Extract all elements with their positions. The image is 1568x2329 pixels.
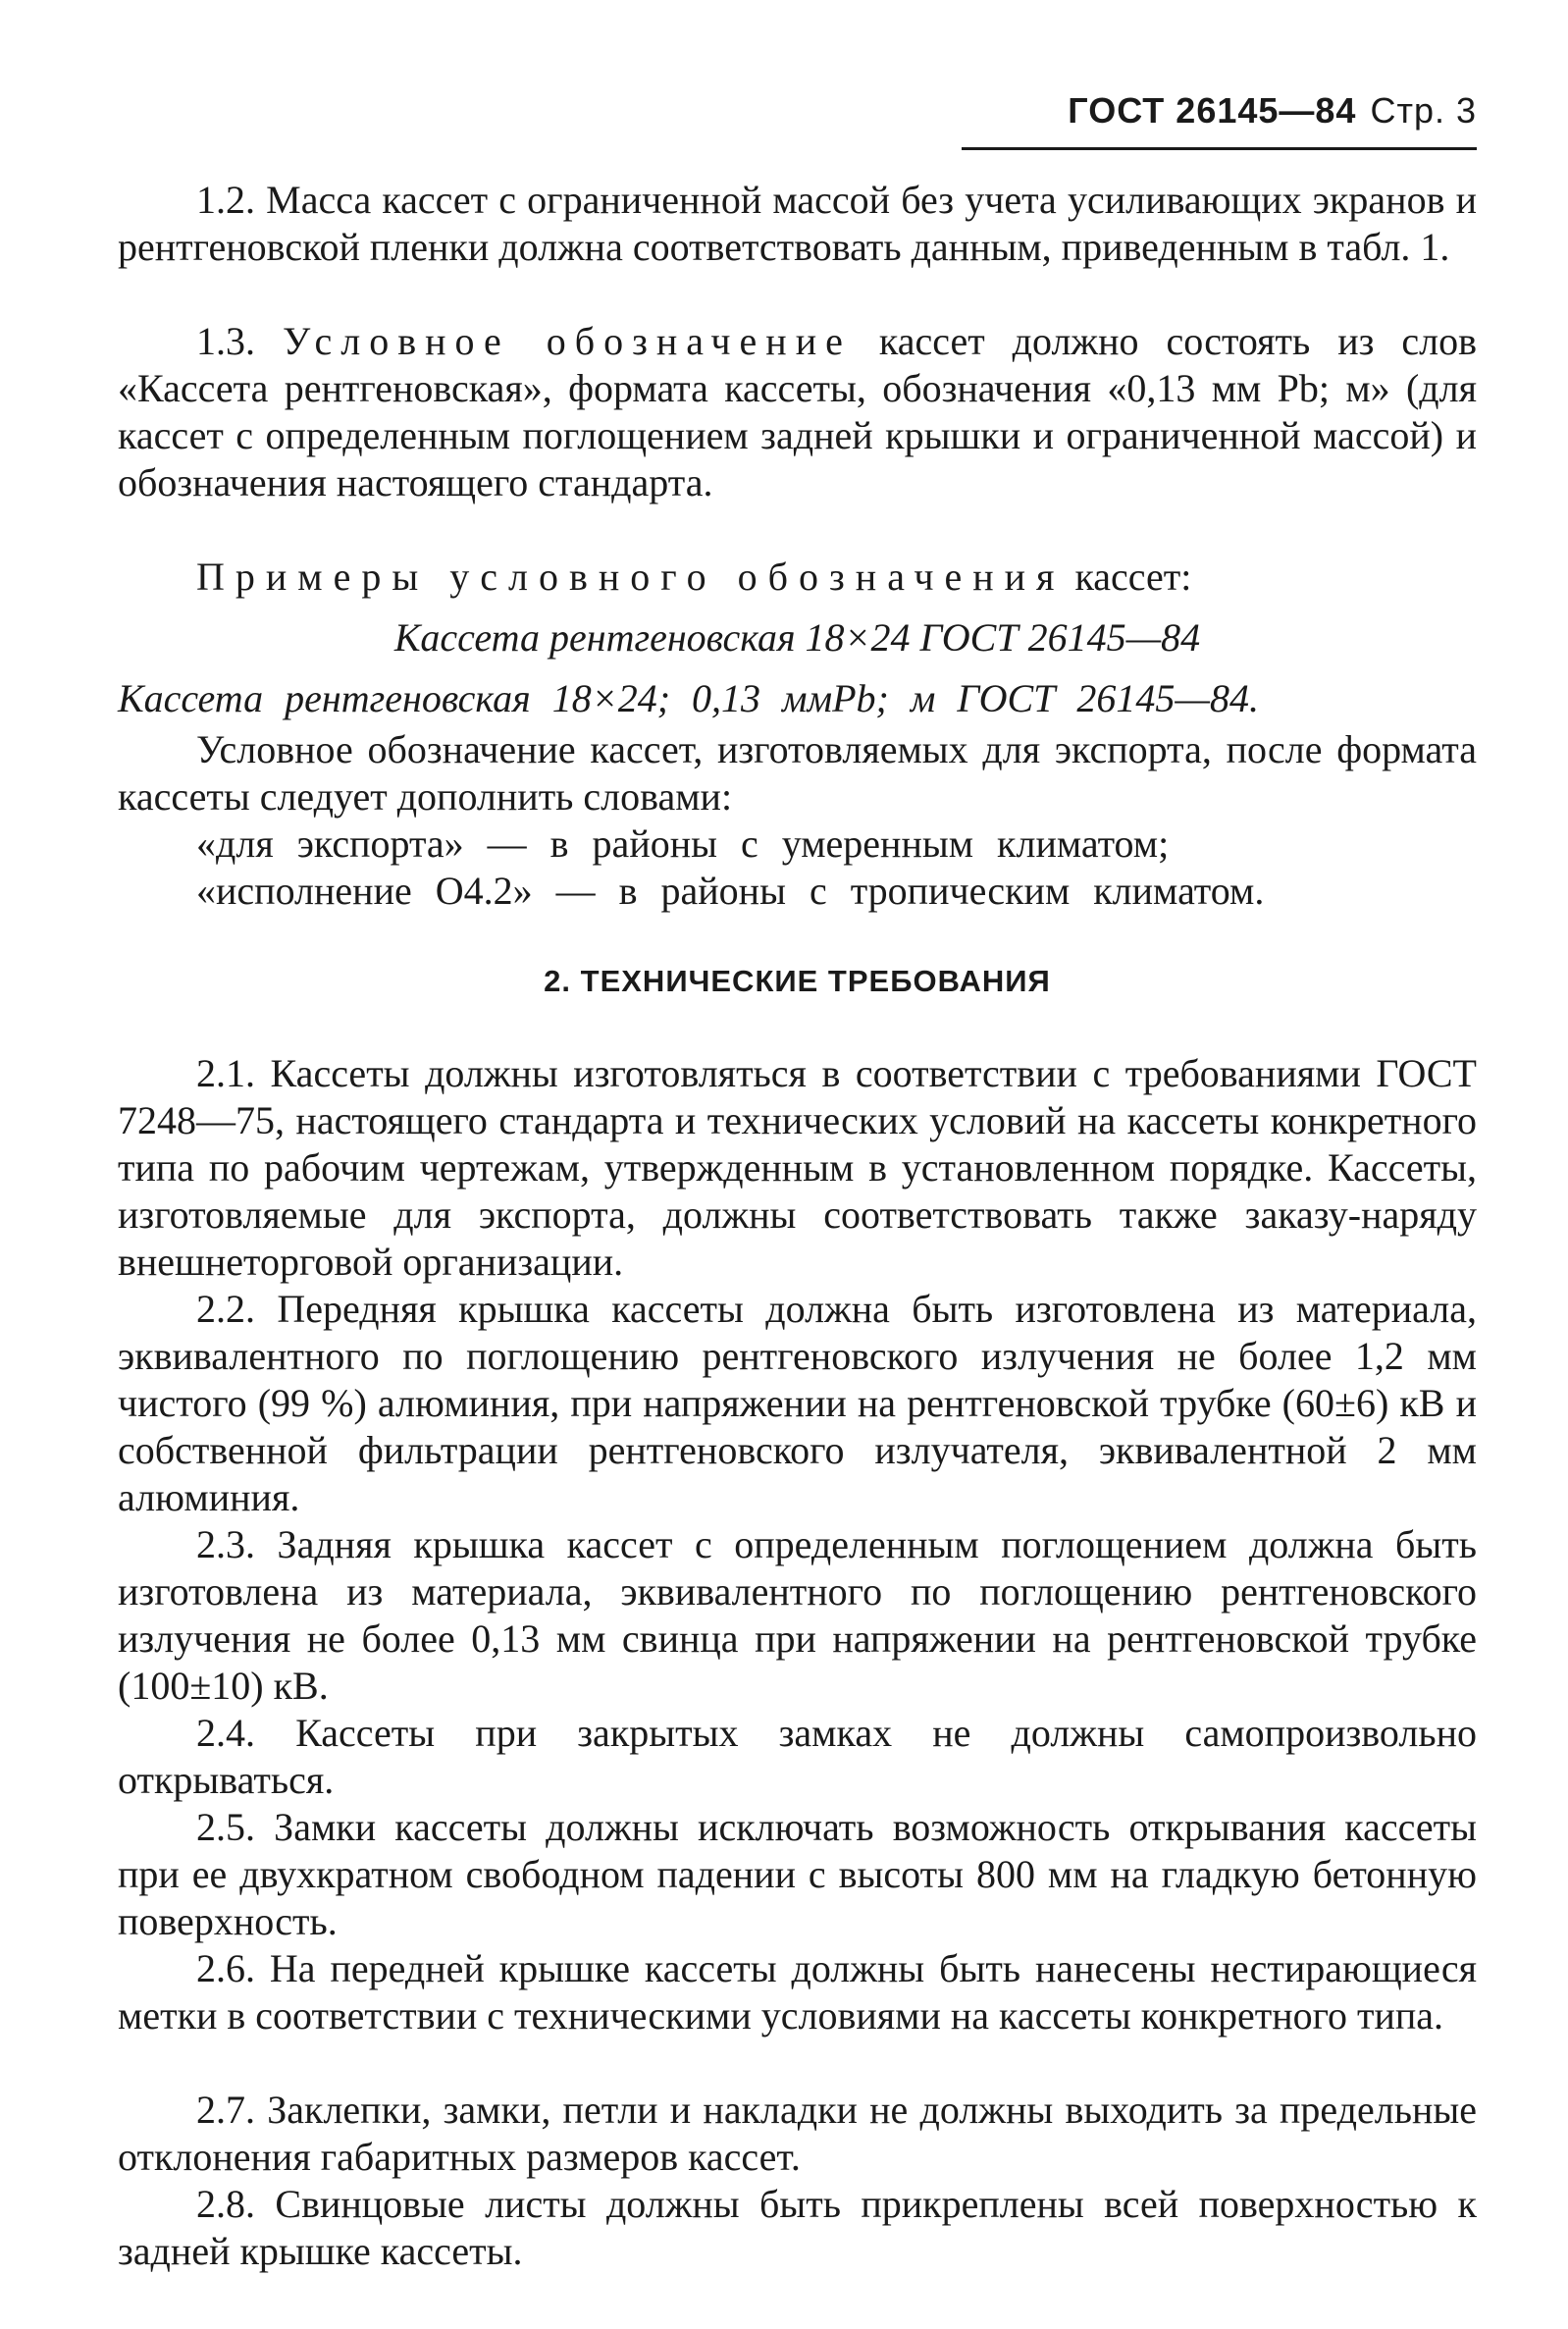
page-number: Стр. 3 — [1370, 90, 1477, 131]
paragraph-2-1: 2.1. Кассеты должны изготовляться в соответствии с требованиями ГОСТ 7248—75, настоящего стандарта и технических условий на кассеты конкретного типа по рабочим чертежам, утвержденным в установленном порядке. Кассеты, изготовляемые для экспорта, должны соответствовать также заказу-наряду внешнеторговой организации. — [118, 1051, 1477, 1284]
paragraph-2-8: 2.8. Свинцовые листы должны быть прикреплены всей поверхностью к задней крышке кассеты. — [118, 2182, 1477, 2273]
paragraph-2-7: 2.7. Заклепки, замки, петли и накладки не должны выходить за предельные отклонения габаритных размеров кассет. — [118, 2088, 1477, 2179]
standard-code: ГОСТ 26145—84 — [1068, 90, 1357, 131]
section-title-technical-requirements: 2. ТЕХНИЧЕСКИЕ ТРЕБОВАНИЯ — [544, 964, 1051, 998]
example-designation-1: Кассета рентгеновская 18×24 ГОСТ 26145—84 — [393, 615, 1201, 660]
examples-label: Примеры условного обозначения — [196, 555, 1066, 599]
document-page — [118, 0, 1477, 2329]
paragraph-2-2: 2.2. Передняя крышка кассеты должна быть изготовлена из материала, эквивалентного по поглощению рентгеновского излучения не более 1,2 мм чистого (99 %) алюминия, при напряжении на рентгеновской трубке (60±6) кВ и собственной фильтрации рентгеновского излучателя, эквивалентной 2 мм алюминия. — [118, 1287, 1477, 1519]
export-temperate-line: «для экспорта» — в районы с умеренным климатом; — [196, 821, 1170, 866]
export-tropical-line: «исполнение О4.2» — в районы с тропическим климатом. — [196, 869, 1265, 913]
paragraph-1-2: 1.2. Масса кассет с ограниченной массой без учета усиливающих экранов и рентгеновской пленки должна соответствовать данным, приведенным в табл. 1. — [118, 178, 1477, 269]
paragraph-1-3-text: кассет должно состоять из слов «Кассета рентгеновская», формата кассеты, обозначения «0,13 мм Pb; м» (для кассет с определенным поглощением задней крышки и ограниченной массой) и обозначения настоящего стандарта. — [118, 319, 1478, 504]
header-text — [1068, 90, 1477, 132]
page-header — [118, 84, 1477, 139]
paragraph-2-6: 2.6. На передней крышке кассеты должны быть нанесены нестирающиеся метки в соответствии с техническими условиями на кассеты конкретного типа. — [118, 1946, 1477, 2038]
header-rule — [962, 147, 1477, 150]
term-uslovnoe-oboznachenie: Условное обозначение — [282, 319, 852, 363]
export-note: Условное обозначение кассет, изготовляемых для экспорта, после формата кассеты следует дополнить словами: — [118, 727, 1477, 819]
paragraph-2-5: 2.5. Замки кассеты должны исключать возможность открывания кассеты при ее двухкратном свободном падении с высоты 800 мм на гладкую бетонную поверхность. — [118, 1805, 1477, 1943]
examples-heading — [118, 554, 1477, 601]
paragraph-2-3: 2.3. Задняя крышка кассет с определенным поглощением должна быть изготовлена из материала, эквивалентного по поглощению рентгеновского излучения не более 0,13 мм свинца при напряжении на рентгеновской трубке (100±10) кВ. — [118, 1522, 1477, 1708]
example-designation-2: Кассета рентгеновская 18×24; 0,13 ммPb; м ГОСТ 26145—84. — [118, 676, 1259, 720]
paragraph-2-4: 2.4. Кассеты при закрытых замках не должны самопроизвольно открываться. — [118, 1711, 1477, 1802]
paragraph-1-3-number: 1.3. — [196, 319, 255, 363]
paragraph-1-3 — [118, 318, 1477, 506]
examples-tail: кассет: — [1074, 555, 1192, 599]
